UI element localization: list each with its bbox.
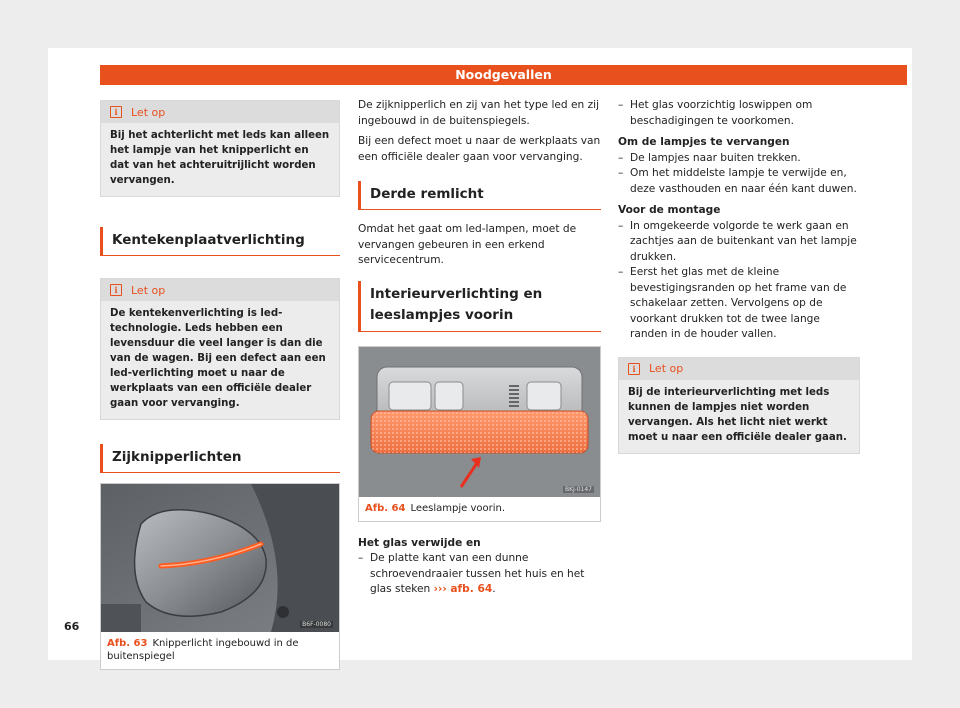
section-title-license-plate: Kentekenplaatverlichting — [100, 227, 340, 256]
paragraph: De zijknipperlich en zij van het type led en zij ingebouwd in de buitenspiegels. — [358, 99, 600, 127]
column-right — [618, 98, 860, 454]
chapter-header: Noodgevallen — [100, 65, 907, 85]
note-header — [101, 279, 339, 301]
mirror-indicator-image — [101, 484, 339, 632]
section-title-third-brake-light: Derde remlicht — [358, 181, 601, 210]
list-item: – Eerst het glas met de kleine bevestigingsranden op het frame van de schakelaar zetten. Vervolgens op de voorkant drukken tot de twee lange randen in de houder vallen. — [618, 265, 860, 343]
info-icon: i — [110, 284, 122, 296]
section-title-interior-lighting: Interieurverlichting en leeslampjes voorin — [358, 281, 601, 332]
figure-caption-text: Leeslampje voorin. — [410, 502, 506, 514]
list-item: – In omgekeerde volgorde te werk gaan en zachtjes aan de buitenkant van het lampje drukken. — [618, 219, 860, 266]
figure-caption-text: Knipperlicht ingebouwd in de buitenspiegel — [107, 638, 299, 662]
figure-63 — [100, 483, 340, 670]
note-body: Bij het achterlicht met leds kan alleen het lampje van het knipperlicht en dat van het achteruitrijlicht worden vervangen. — [110, 130, 330, 186]
note-title: Let op — [131, 105, 166, 119]
list-item — [358, 551, 601, 598]
figure-caption — [101, 632, 339, 669]
paragraph: Omdat het gaat om led-lampen, moet de vervangen gebeuren in een erkend servicecentrum. — [358, 223, 577, 266]
section-title-side-indicators: Zijknipperlichten — [100, 444, 340, 473]
figure-code: BKJ-0147 — [564, 485, 592, 493]
figure-label: Afb. 64 — [365, 502, 406, 514]
note-body: Bij de interieurverlichting met leds kunnen de lampjes niet worden vervangen. Als het licht niet werkt moet u naar een officiële dealer gaan. — [628, 386, 847, 443]
note-title: Let op — [131, 283, 166, 297]
reading-lamp-illustration — [359, 347, 600, 497]
figure-label: Afb. 63 — [107, 638, 148, 649]
column-left — [100, 100, 340, 670]
instruction-list — [358, 551, 601, 598]
column-middle — [358, 98, 601, 598]
note-body: De kentekenverlichting is led-technologie. Leds hebben een levensduur die veel langer is dan die van de wagen. Bij een defect aan een led-verlichting moet u naar de werkplaats van een officiële dealer gaan voor vervanging. — [110, 308, 326, 409]
reading-lamp-image — [359, 347, 600, 497]
subheading: Het glas verwijde en — [358, 536, 481, 549]
figure-code: B6F-0080 — [302, 621, 331, 628]
list-item: – Het glas voorzichtig loswippen om beschadigingen te voorkomen. — [618, 98, 860, 129]
list-item: – De lampjes naar buiten trekken. — [618, 151, 860, 167]
info-icon: i — [110, 106, 122, 118]
note-title: Let op — [649, 362, 684, 375]
figure-reference-link[interactable]: ››› afb. 64 — [433, 583, 493, 595]
instruction-list — [618, 151, 860, 198]
figure-64 — [358, 346, 601, 522]
manual-page — [48, 48, 912, 660]
subheading: Om de lampjes te vervangen — [618, 136, 790, 148]
mirror-illustration — [101, 484, 339, 632]
note-box-interior-lighting — [618, 357, 860, 454]
note-box-license-plate — [100, 278, 340, 420]
list-item: – Om het middelste lampje te verwijde en, deze vasthouden en naar één kant duwen. — [618, 166, 860, 197]
list-item-text: De platte kant van een dunne schroevendraaier tussen het huis en het glas steken — [370, 552, 585, 595]
note-header — [101, 101, 339, 123]
instruction-list — [618, 219, 860, 343]
page-number: 66 — [64, 620, 80, 633]
note-box-rear-light — [100, 100, 340, 197]
paragraph: Bij een defect moet u naar de werkplaats van een officiële dealer gaan voor vervanging. — [358, 135, 601, 163]
figure-caption — [359, 497, 600, 521]
subheading: Voor de montage — [618, 204, 721, 216]
info-icon: i — [628, 363, 640, 375]
instruction-list — [618, 98, 860, 129]
note-header — [619, 358, 859, 380]
list-item-end: . — [492, 583, 496, 595]
